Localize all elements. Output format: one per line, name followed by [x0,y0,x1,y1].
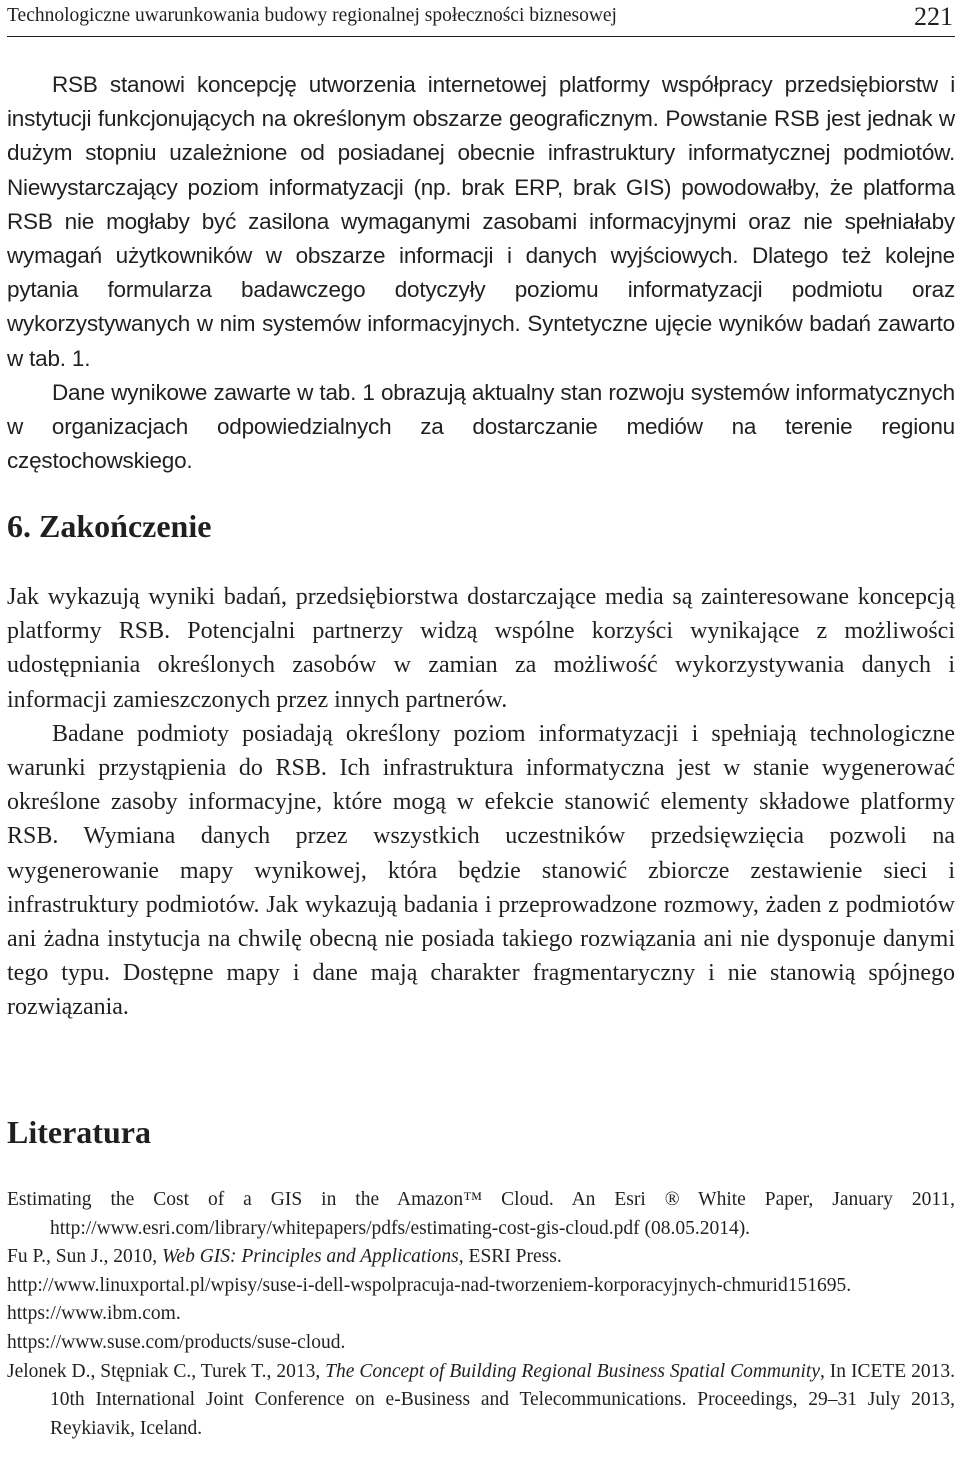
reference-item: https://www.ibm.com. [7,1303,181,1325]
running-header [7,2,955,37]
reference-item: http://www.linuxportal.pl/wpisy/suse-i-dell-wspolpracuja-nad-tworzeniem-korporacyjnych-chmurid151695. [7,1274,852,1296]
conclusion-text [7,580,955,1025]
reference-list [7,1186,955,1443]
section-5-text [7,68,955,478]
reference-item [7,1358,955,1444]
reference-title: Web GIS: Principles and Applications [161,1246,459,1268]
reference-publisher: , ESRI Press. [458,1246,562,1268]
reference-item [7,1243,955,1272]
body-paragraph: RSB stanowi koncepcję utworzenia internetowej platformy współpracy przedsiębiorstw i instytucji funkcjonujących na określonym obszarze geograficznym. Powstanie RSB jest jednak w dużym stopniu uzależnione od posiadanej obecnie infrastruktury informatycznej podmiotów. Niewystarczający poziom informatyzacji (np. brak ERP, brak GIS) powodowałby, że platforma RSB nie mogłaby być zasilona wymaganymi zasobami informacyjnymi oraz nie spełniałaby wymagań użytkowników w obszarze informacji i danych wyjściowych. Dlatego też kolejne pytania formularza badawczego dotyczyły poziomu informatyzacji podmiotu oraz wykorzystywanych w nim systemów informacyjnych. Syntetyczne ujęcie wyników badań zawarto w tab. 1. [7,72,955,371]
section-heading: 6. Zakończenie [7,508,212,544]
reference-title: The Concept of Building Regional Business Spatial Community [325,1360,820,1382]
reference-item: https://www.suse.com/products/suse-cloud. [7,1331,346,1353]
reference-item: Estimating the Cost of a GIS in the Amazon™ Cloud. An Esri ® White Paper, January 2011, http://www.esri.com/library/whitepapers/pdfs/estimating-cost-gis-cloud.pdf (08.05.2014). [7,1189,955,1239]
reference-authors: Jelonek D., Stępniak C., Turek T., 2013, [7,1360,326,1382]
body-paragraph: Jak wykazują wyniki badań, przedsiębiorstwa dostarczające media są zainteresowane koncepcją platformy RSB. Potencjalni partnerzy widzą wspólne korzyści wynikające z możliwości udostępniania określonych zasobów w zamian za możliwość wykorzystywania danych i informacji zamieszczonych przez innych partnerów. [7,584,955,713]
body-paragraph: Dane wynikowe zawarte w tab. 1 obrazują aktualny stan rozwoju systemów informatycznych w organizacjach odpowiedzialnych za dostarczanie mediów na terenie regionu częstochowskiego. [7,379,955,474]
conclusion-section [7,508,955,545]
reference-publisher: , In ICETE 2013. 10th International Joint Conference on e-Business and Telecommunications. Proceedings, 29–31 July 2013, Reykiavik, Iceland. [50,1360,956,1439]
reference-authors: Fu P., Sun J., 2010, [7,1246,162,1268]
literature-section [7,1114,955,1151]
literature-heading: Literatura [7,1114,151,1150]
body-paragraph: Badane podmioty posiadają określony poziom informatyzacji i spełniają technologiczne warunki przystąpienia do RSB. Ich infrastruktura informatyczna jest w stanie wygenerować określone zasoby informacyjne, które mogą w efekcie stanowić elementy składowe platformy RSB. Wymiana danych przez wszystkich uczestników przedsięwzięcia pozwoli na wygenerowanie mapy wynikowej, która będzie stanowić zbiorcze zestawienie sieci i infrastruktury podmiotów. Jak wykazują badania i przeprowadzone rozmowy, żaden z podmiotów ani żadna instytucja na chwilę obecną nie posiada takiego rozwiązania ani nie dysponuje danymi tego typu. Dostępne mapy i dane mają charakter fragmentaryczny i nie stanowią spójnego rozwiązania. [7,720,955,1021]
page-number: 221 [914,2,953,31]
running-title: Technologiczne uwarunkowania budowy regionalnej społeczności biznesowej [7,5,617,26]
